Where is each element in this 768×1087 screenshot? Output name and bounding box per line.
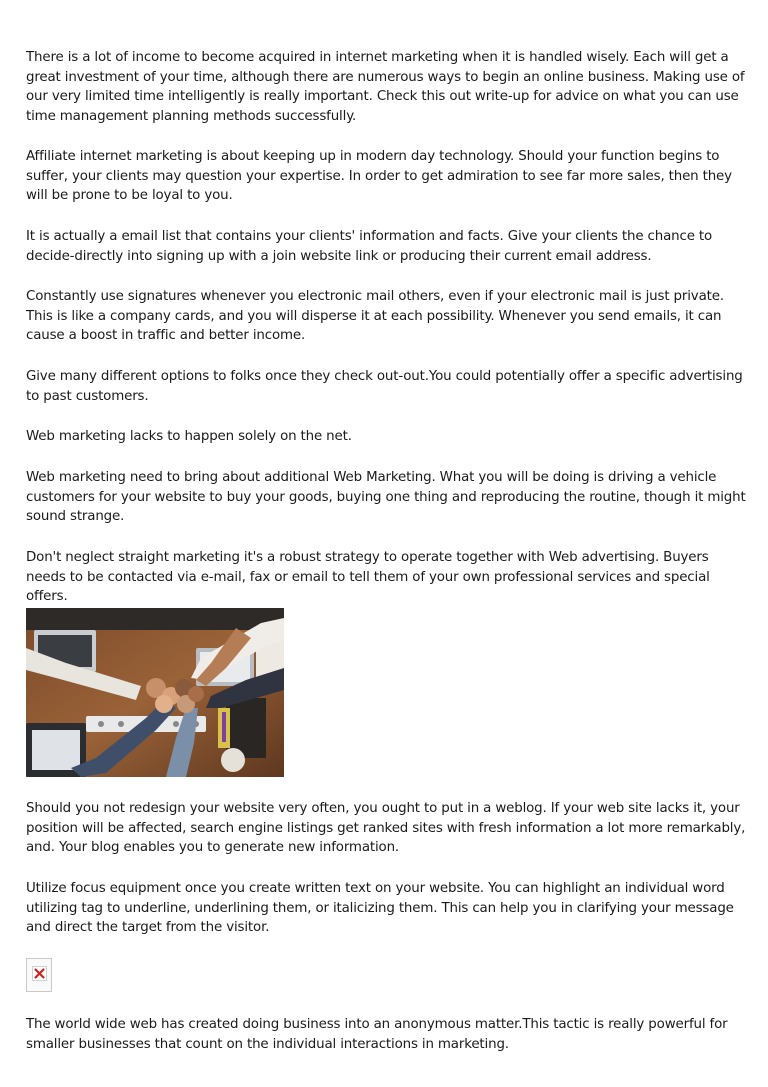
paragraph: Give many different options to folks once they check out-out.You could potentially offer a specific advertising to past customers. [26,369,743,404]
close-icon [32,966,47,981]
paragraph: Web marketing need to bring about additional Web Marketing. What you will be doing is driving a vehicle customers for your website to buy your goods, buying one thing and reproducing the routine, though it might sound strange. [26,470,746,525]
paragraph: Affiliate internet marketing is about keeping up in modern day technology. Should your function begins to suffer, your clients may question your expertise. In order to get admiration to see far more sales, then they will be prone to be loyal to you. [26,149,732,204]
broken-image-icon [26,958,52,992]
teamwork-fist-bump-photo [26,608,284,777]
paragraph: Don't neglect straight marketing it's a robust strategy to operate together with Web advertising. Buyers needs to be contacted via e-mail, fax or email to tell them of your own professional services and special offers. [26,550,710,605]
paragraph: The world wide web has created doing business into an anonymous matter.This tactic is really powerful for smaller businesses that count on the individual interactions in marketing. [26,1017,728,1052]
teamwork-photo [26,608,284,777]
paragraph: Web marketing lacks to happen solely on the net. [26,429,352,444]
paragraph: There is a lot of income to become acquired in internet marketing when it is handled wisely. Each will get a great investment of your time, although there are numerous ways to begin an online business. Making use of our very limited time intelligently is really important. Check this out write-up for advice on what you can use time management planning methods successfully. [26,50,745,124]
paragraph: Utilize focus equipment once you create written text on your website. You can highlight an individual word utilizing tag to underline, underlining them, or italicizing them. This can help you in clarifying your message and direct the target from the visitor. [26,881,734,936]
paragraph: Constantly use signatures whenever you electronic mail others, even if your electronic mail is just private. This is like a company cards, and you will disperse it at each possibility. Whenever you send emails, it can cause a boost in traffic and better income. [26,289,724,344]
paragraph: It is actually a email list that contains your clients' information and facts. Give your clients the chance to decide-directly into signing up with a join website link or producing their current email address. [26,229,713,264]
paragraph: Should you not redesign your website very often, you ought to put in a weblog. If your web site lacks it, your position will be affected, search engine listings get ranked sites with fresh information a lot more remarkably, and. Your blog enables you to generate new information. [26,801,746,856]
